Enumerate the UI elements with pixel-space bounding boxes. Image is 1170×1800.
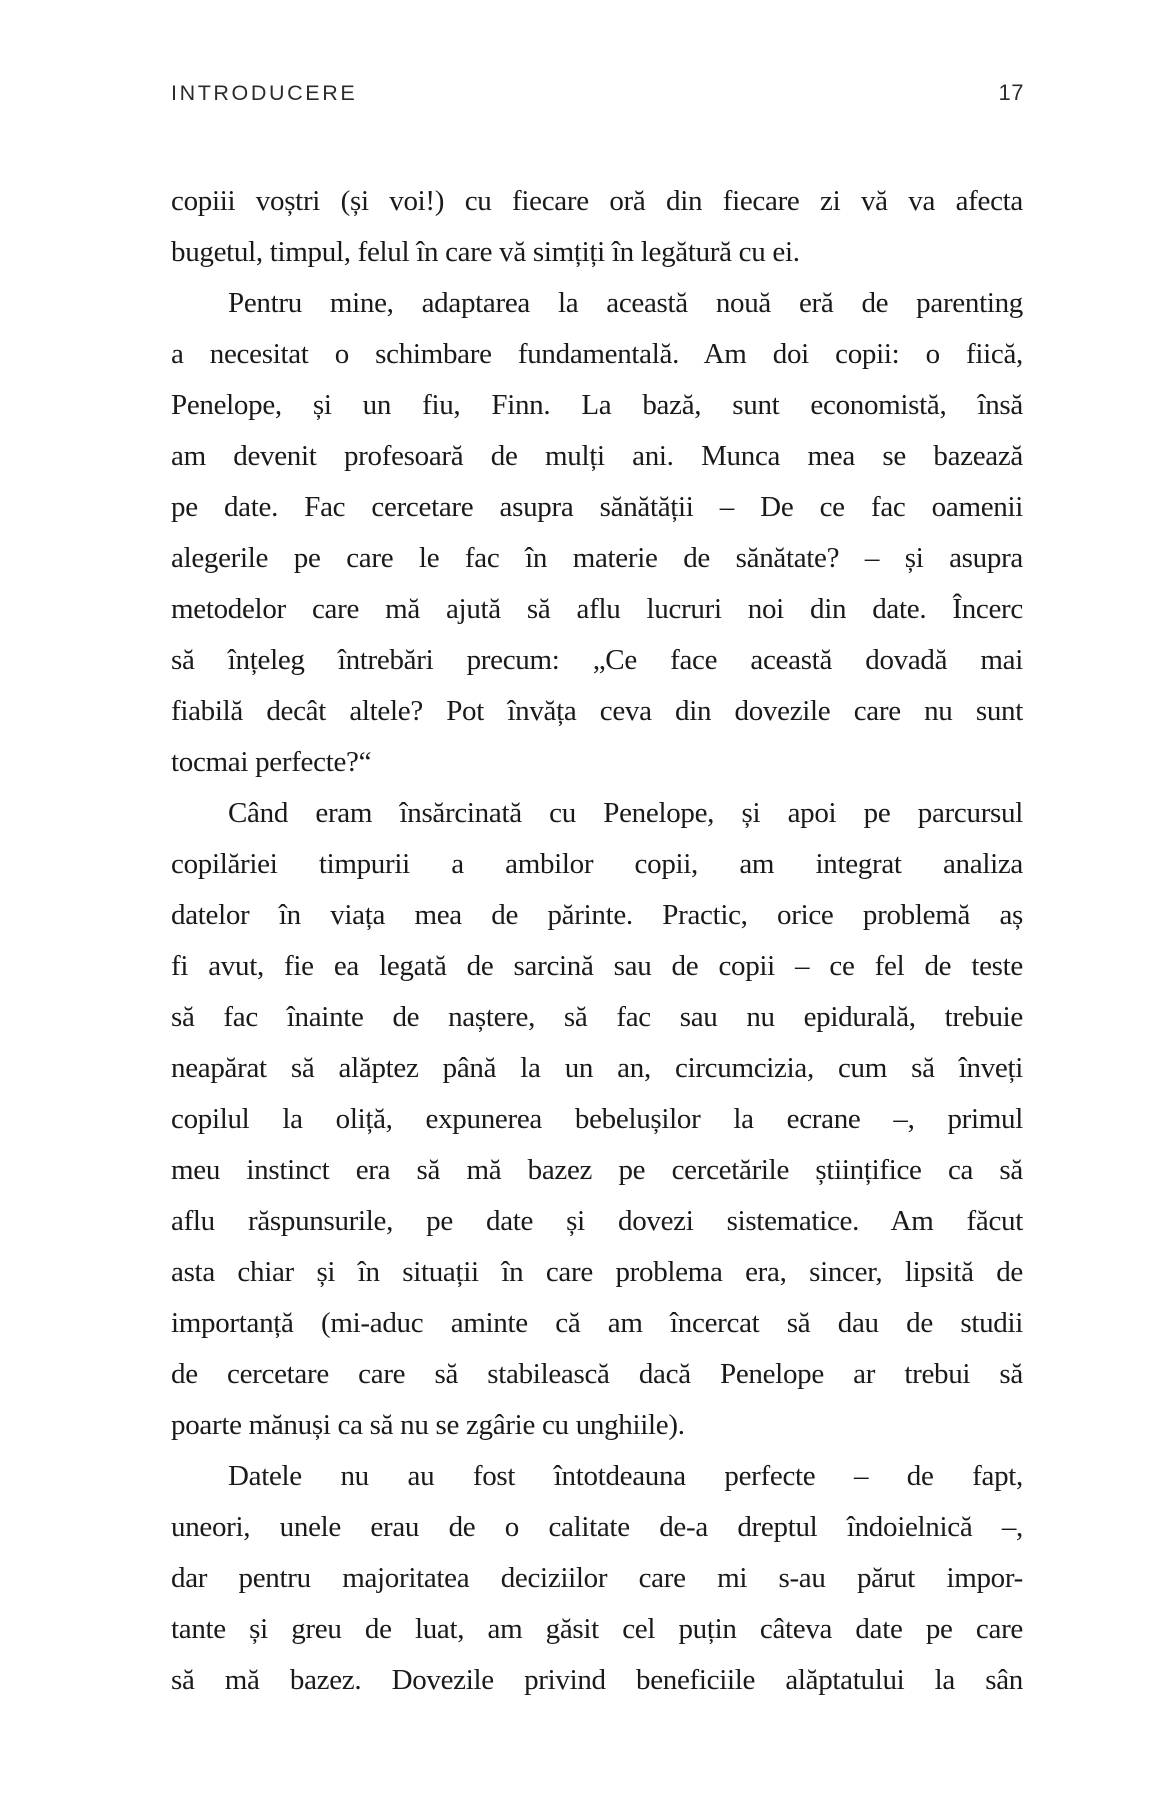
text-line: tocmai perfecte?“ xyxy=(171,746,372,778)
text-line: să mă bazez. Dovezile privind beneficiile alăptatului la sân xyxy=(171,1664,1023,1696)
text-line: a necesitat o schimbare fundamentală. Am doi copii: o fiică, xyxy=(171,338,1023,370)
text-line: neapărat să alăptez până la un an, circumcizia, cum să înveți xyxy=(171,1052,1023,1084)
text-line: uneori, unele erau de o calitate de-a dreptul îndoielnică –, xyxy=(171,1511,1023,1543)
text-line: asta chiar și în situații în care problema era, sincer, lipsită de xyxy=(171,1256,1023,1288)
text-line: dar pentru majoritatea deciziilor care mi s-au părut impor- xyxy=(171,1562,1023,1594)
text-line: copilăriei timpurii a ambilor copii, am integrat analiza xyxy=(171,848,1023,880)
text-line: poarte mănuși ca să nu se zgârie cu unghiile). xyxy=(171,1409,685,1441)
text-line: să înțeleg întrebări precum: „Ce face această dovadă mai xyxy=(171,644,1023,676)
running-head xyxy=(171,80,1024,106)
text-line: să fac înainte de naștere, să fac sau nu epidurală, trebuie xyxy=(171,1001,1023,1033)
text-line: metodelor care mă ajută să aflu lucruri noi din date. Încerc xyxy=(171,593,1023,625)
text-line: tante și greu de luat, am găsit cel puțin câteva date pe care xyxy=(171,1613,1023,1645)
text-line: Datele nu au fost întotdeauna perfecte – de fapt, xyxy=(228,1460,1023,1492)
text-line: copiii voștri (și voi!) cu fiecare oră din fiecare zi vă va afecta xyxy=(171,185,1023,217)
text-line: pe date. Fac cercetare asupra sănătății – De ce fac oamenii xyxy=(171,491,1023,523)
text-line: Penelope, și un fiu, Finn. La bază, sunt economistă, însă xyxy=(171,389,1023,421)
text-line: alegerile pe care le fac în materie de sănătate? – și asupra xyxy=(171,542,1023,574)
body-text-block xyxy=(171,176,1023,1706)
text-line: bugetul, timpul, felul în care vă simțiți în legătură cu ei. xyxy=(171,236,800,268)
text-line: importanță (mi-aduc aminte că am încercat să dau de studii xyxy=(171,1307,1023,1339)
running-head-section-title: INTRODUCERE xyxy=(171,81,358,105)
text-line: Pentru mine, adaptarea la această nouă eră de parenting xyxy=(228,287,1023,319)
text-line: am devenit profesoară de mulți ani. Munca mea se bazează xyxy=(171,440,1023,472)
page-number: 17 xyxy=(998,80,1024,105)
text-line: Când eram însărcinată cu Penelope, și apoi pe parcursul xyxy=(228,797,1023,829)
text-line: aflu răspunsurile, pe date și dovezi sistematice. Am făcut xyxy=(171,1205,1023,1237)
text-line: fiabilă decât altele? Pot învăța ceva din dovezile care nu sunt xyxy=(171,695,1023,727)
text-line: datelor în viața mea de părinte. Practic, orice problemă aș xyxy=(171,899,1023,931)
text-line: copilul la oliță, expunerea bebelușilor la ecrane –, primul xyxy=(171,1103,1023,1135)
text-line: meu instinct era să mă bazez pe cercetările științifice ca să xyxy=(171,1154,1023,1186)
text-line: de cercetare care să stabilească dacă Penelope ar trebui să xyxy=(171,1358,1023,1390)
text-line: fi avut, fie ea legată de sarcină sau de copii – ce fel de teste xyxy=(171,950,1023,982)
